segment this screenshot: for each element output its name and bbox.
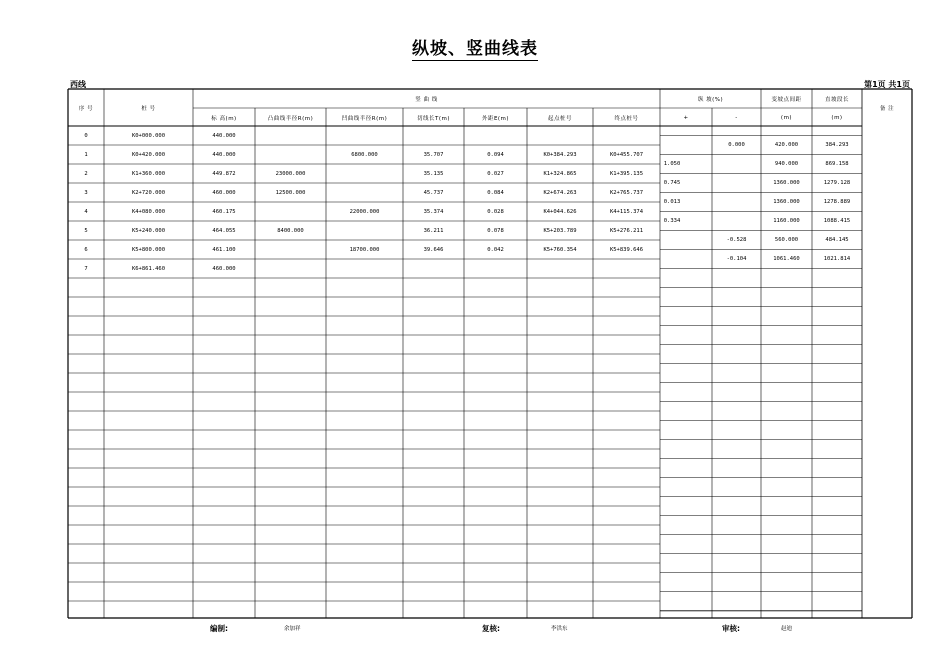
header-elevation: 标 高(m) <box>211 115 237 122</box>
row-station: K5+800.000 <box>131 246 166 253</box>
compiled-label: 编制: <box>210 624 228 633</box>
row-start: K5+760.354 <box>543 246 577 253</box>
change-point-distance: 940.000 <box>774 160 799 167</box>
change-point-distance: 560.000 <box>774 236 799 243</box>
row-t: 36.211 <box>423 227 444 234</box>
header-convex-radius: 凸曲线半径R(m) <box>267 115 314 122</box>
row-end: K5+276.211 <box>609 227 644 234</box>
approved-name: 赵迪 <box>781 626 793 632</box>
grade-minus-value: 0.000 <box>728 141 745 148</box>
header-straight-length: 直坡段长 <box>824 97 850 103</box>
row-t: 35.374 <box>423 208 444 215</box>
header-seq: 序 号 <box>78 106 94 112</box>
row-end: K1+395.135 <box>609 170 644 177</box>
grade-minus-value: -0.104 <box>726 255 747 262</box>
row-elev: 461.100 <box>212 246 236 253</box>
header-concave-radius: 凹曲线半径R(m) <box>341 115 388 122</box>
row-station: K0+420.000 <box>131 151 166 158</box>
route-label: 西线 <box>70 80 86 89</box>
row-start: K1+324.865 <box>543 170 577 177</box>
row-station: K2+720.000 <box>131 189 166 196</box>
row-end: K5+839.646 <box>609 246 644 253</box>
header-grade-plus: + <box>683 114 689 121</box>
row-convex: 23000.000 <box>275 170 306 177</box>
row-seq: 0 <box>84 132 88 139</box>
row-seq: 7 <box>84 265 88 272</box>
row-t: 35.707 <box>423 151 444 158</box>
change-point-distance: 1160.000 <box>773 217 800 224</box>
row-elev: 460.175 <box>212 208 236 215</box>
row-t: 45.737 <box>423 189 444 196</box>
row-station: K5+240.000 <box>131 227 166 234</box>
row-seq: 5 <box>84 227 88 234</box>
row-e: 0.027 <box>487 170 504 177</box>
row-e: 0.028 <box>487 208 504 215</box>
straight-length: 384.293 <box>825 141 849 148</box>
row-start: K2+674.263 <box>543 189 577 196</box>
straight-length: 1279.128 <box>823 179 851 186</box>
table-title: 纵坡、竖曲线表 <box>412 39 538 59</box>
header-start-station: 起点桩号 <box>547 115 573 122</box>
row-e: 0.084 <box>487 189 504 196</box>
row-end: K2+765.737 <box>609 189 644 196</box>
straight-length: 484.145 <box>825 236 849 243</box>
reviewed-label: 复核: <box>482 624 500 633</box>
row-station: K1+360.000 <box>131 170 166 177</box>
row-end: K0+455.707 <box>609 151 644 158</box>
row-concave: 6800.000 <box>351 151 378 158</box>
header-vertical-curve: 竖 曲 线 <box>415 97 438 103</box>
row-t: 39.646 <box>423 246 444 253</box>
row-station: K0+000.000 <box>131 132 166 139</box>
change-point-distance: 1061.460 <box>773 255 800 262</box>
row-elev: 449.872 <box>212 170 236 177</box>
row-seq: 3 <box>84 189 88 196</box>
change-point-distance: 1360.000 <box>773 179 800 186</box>
row-start: K5+203.789 <box>543 227 577 234</box>
straight-length: 1278.889 <box>823 198 851 205</box>
approved-label: 审核: <box>722 624 740 633</box>
row-elev: 464.055 <box>212 227 236 234</box>
row-e: 0.042 <box>487 246 504 253</box>
grade-minus-value: -0.528 <box>726 236 747 243</box>
row-start: K4+044.626 <box>543 208 577 215</box>
grade-plus-value: 0.334 <box>663 217 681 224</box>
row-concave: 22000.000 <box>349 208 380 215</box>
row-t: 35.135 <box>423 170 444 177</box>
straight-length: 1021.814 <box>823 255 851 262</box>
page-info: 第1页 共1页 <box>864 80 910 89</box>
header-end-station: 终点桩号 <box>614 115 639 122</box>
grade-plus-value: 0.013 <box>663 198 681 205</box>
change-point-distance: 420.000 <box>774 141 799 148</box>
header-change-distance-unit: (m) <box>780 114 793 121</box>
header-change-point-distance: 变坡点间距 <box>771 97 802 103</box>
row-seq: 6 <box>84 246 88 253</box>
reviewed-name: 李洪东 <box>551 626 568 632</box>
header-straight-length-unit: (m) <box>831 114 843 121</box>
grade-plus-value: 0.745 <box>663 179 681 186</box>
header-grade-minus: - <box>735 114 738 121</box>
compiled-name: 余加祥 <box>284 626 301 632</box>
row-e: 0.094 <box>487 151 504 158</box>
row-station: K4+080.000 <box>131 208 166 215</box>
row-convex: 8400.000 <box>277 227 304 234</box>
row-elev: 460.000 <box>212 265 236 272</box>
row-elev: 460.000 <box>212 189 236 196</box>
row-seq: 1 <box>84 151 88 158</box>
header-external-distance: 外距E(m) <box>481 115 510 122</box>
row-start: K0+384.293 <box>543 151 577 158</box>
header-grade: 纵 坡(%) <box>697 97 724 103</box>
row-elev: 440.000 <box>212 132 236 139</box>
row-seq: 4 <box>84 208 88 215</box>
row-station: K6+861.460 <box>131 265 166 272</box>
row-end: K4+115.374 <box>609 208 644 215</box>
row-seq: 2 <box>84 170 88 177</box>
row-e: 0.078 <box>487 227 504 234</box>
row-elev: 440.000 <box>212 151 236 158</box>
change-point-distance: 1360.000 <box>773 198 800 205</box>
row-concave: 18700.000 <box>349 246 380 253</box>
straight-length: 869.158 <box>825 160 849 167</box>
header-station: 桩 号 <box>141 106 156 112</box>
row-convex: 12500.000 <box>275 189 306 196</box>
header-remarks: 备 注 <box>879 106 895 112</box>
straight-length: 1088.415 <box>823 217 851 224</box>
grade-plus-value: 1.050 <box>663 160 681 167</box>
header-tangent-length: 切线长T(m) <box>416 115 451 122</box>
